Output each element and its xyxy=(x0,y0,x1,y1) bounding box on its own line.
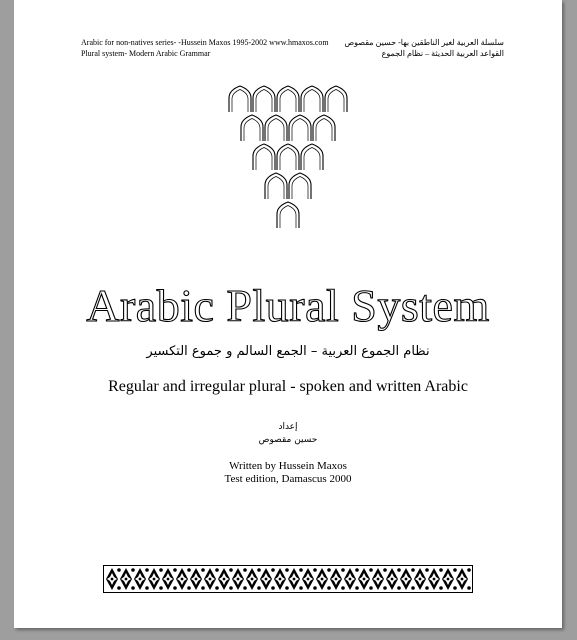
arch-icon xyxy=(301,86,323,112)
header-arabic-topic-line: القواعد العربية الحديثة – نظام الجموع xyxy=(381,49,504,58)
written-by-line: Written by Hussein Maxos xyxy=(229,460,347,472)
arch-pyramid-decoration xyxy=(14,80,562,230)
arch-icon xyxy=(277,144,299,170)
arabic-subtitle: نظام الجموع العربية – الجمع السالم و جموع التكسير xyxy=(146,344,430,359)
edition-line: Test edition, Damascus 2000 xyxy=(224,473,352,485)
arch-icon xyxy=(253,86,275,112)
ornament-band xyxy=(103,565,473,593)
arch-icon xyxy=(265,173,287,199)
header-arabic-series-line: سلسلة العربية لغير الناطقين بها- حسين مقصوص xyxy=(344,38,504,47)
arch-icon xyxy=(313,115,335,141)
prepared-by-label: إعداد xyxy=(278,422,298,432)
header-series-line: Arabic for non-natives series- -Hussein Maxos 1995-2002 www.hmaxos.com xyxy=(81,38,329,47)
arch-icon xyxy=(253,144,275,170)
arch-icon xyxy=(265,115,287,141)
arch-icon xyxy=(241,115,263,141)
arch-icon xyxy=(289,173,311,199)
document-title: Arabic Plural System xyxy=(86,280,490,331)
header-left xyxy=(81,37,329,59)
arch-icon xyxy=(301,144,323,170)
arch-icon xyxy=(289,115,311,141)
arch-icon xyxy=(229,86,251,112)
arch-icon xyxy=(277,202,299,228)
document-page xyxy=(14,0,562,628)
author-arabic-name: حسين مقصوص xyxy=(258,435,318,445)
arch-icon xyxy=(277,86,299,112)
header-right xyxy=(344,37,504,59)
header-topic-line: Plural system- Modern Arabic Grammar xyxy=(81,49,211,58)
english-subtitle: Regular and irregular plural - spoken and written Arabic xyxy=(108,378,468,395)
arch-icon xyxy=(325,86,347,112)
